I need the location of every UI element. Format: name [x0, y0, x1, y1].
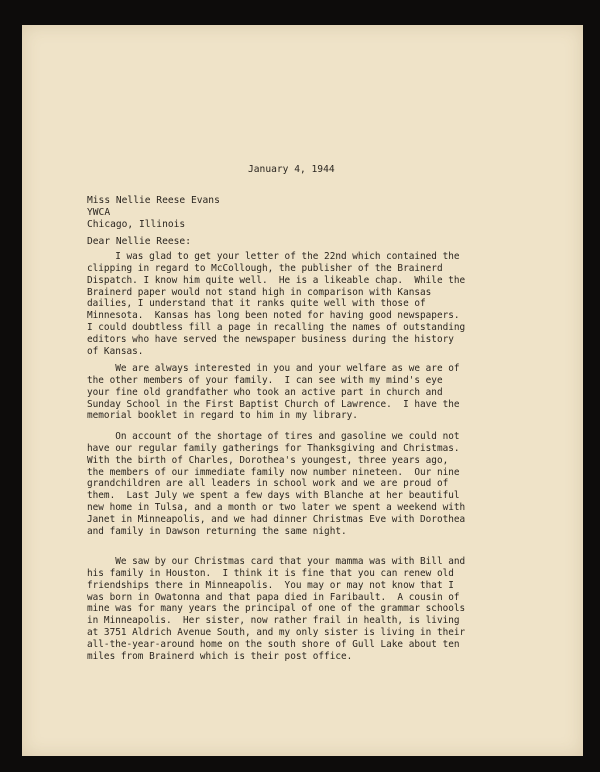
- text-line: your fine old grandfather who took an active part in church and: [87, 386, 443, 398]
- paragraph-1: [87, 251, 527, 358]
- address-line: Chicago, Illinois: [87, 218, 186, 230]
- text-line: them. Last July we spent a few days with Blanche at her beautiful: [87, 490, 460, 502]
- text-line: editors who have served the newspaper business during the history: [87, 333, 454, 345]
- recipient-address: [87, 195, 220, 230]
- paragraph-4: [87, 556, 527, 663]
- text-line: Sunday School in the First Baptist Church of Lawrence. I have the: [87, 398, 460, 410]
- text-line: miles from Brainerd which is their post office.: [87, 650, 353, 662]
- letter-date: January 4, 1944: [248, 164, 335, 175]
- paragraph-3: [87, 431, 527, 538]
- text-line: new home in Tulsa, and a month or two later we spent a weekend with: [87, 502, 466, 514]
- text-line: his family in Houston. I think it is fine that you can renew old: [87, 567, 454, 579]
- salutation: Dear Nellie Reese:: [87, 236, 191, 247]
- text-line: have our regular family gatherings for Thanksgiving and Christmas.: [87, 442, 460, 454]
- text-line: at 3751 Aldrich Avenue South, and my only sister is living in their: [87, 627, 466, 639]
- text-line: I was glad to get your letter of the 22nd which contained the: [87, 251, 460, 262]
- text-line: of Kansas.: [87, 345, 144, 357]
- text-line: On account of the shortage of tires and gasoline we could not: [87, 431, 460, 442]
- text-line: all-the-year-around home on the south shore of Gull Lake about ten: [87, 638, 460, 650]
- text-line: I could doubtless fill a page in recalling the names of outstanding: [87, 322, 466, 334]
- text-line: memorial booklet in regard to him in my library.: [87, 410, 358, 422]
- address-line: Miss Nellie Reese Evans: [87, 195, 220, 206]
- text-line: friendships there in Minneapolis. You may or may not know that I: [87, 579, 454, 591]
- text-line: Dispatch. I know him quite well. He is a likeable chap. While the: [87, 274, 466, 286]
- paragraph-2: [87, 363, 527, 422]
- text-line: dailies, I understand that it ranks quite well with those of: [87, 298, 426, 310]
- text-line: the members of our immediate family now number nineteen. Our nine: [87, 466, 460, 478]
- text-line: With the birth of Charles, Dorothea's youngest, three years ago,: [87, 454, 449, 466]
- text-line: grandchildren are all leaders in school work and we are proud of: [87, 478, 449, 490]
- text-line: We are always interested in you and your welfare as we are of: [87, 363, 460, 374]
- text-line: mine was for many years the principal of one of the grammar schools: [87, 603, 466, 615]
- text-line: the other members of your family. I can see with my mind's eye: [87, 374, 443, 386]
- text-line: Janet in Minneapolis, and we had dinner Christmas Eve with Dorothea: [87, 513, 466, 525]
- text-line: We saw by our Christmas card that your mamma was with Bill and: [87, 556, 466, 567]
- text-line: in Minneapolis. Her sister, now rather frail in health, is living: [87, 615, 460, 627]
- address-line: YWCA: [87, 206, 111, 218]
- text-line: Brainerd paper would not stand high in comparison with Kansas: [87, 286, 432, 298]
- text-line: clipping in regard to McCollough, the publisher of the Brainerd: [87, 262, 443, 274]
- text-line: and family in Dawson returning the same night.: [87, 525, 347, 537]
- text-line: Minnesota. Kansas has long been noted for having good newspapers.: [87, 310, 460, 322]
- text-line: was born in Owatonna and that papa died in Faribault. A cousin of: [87, 591, 460, 603]
